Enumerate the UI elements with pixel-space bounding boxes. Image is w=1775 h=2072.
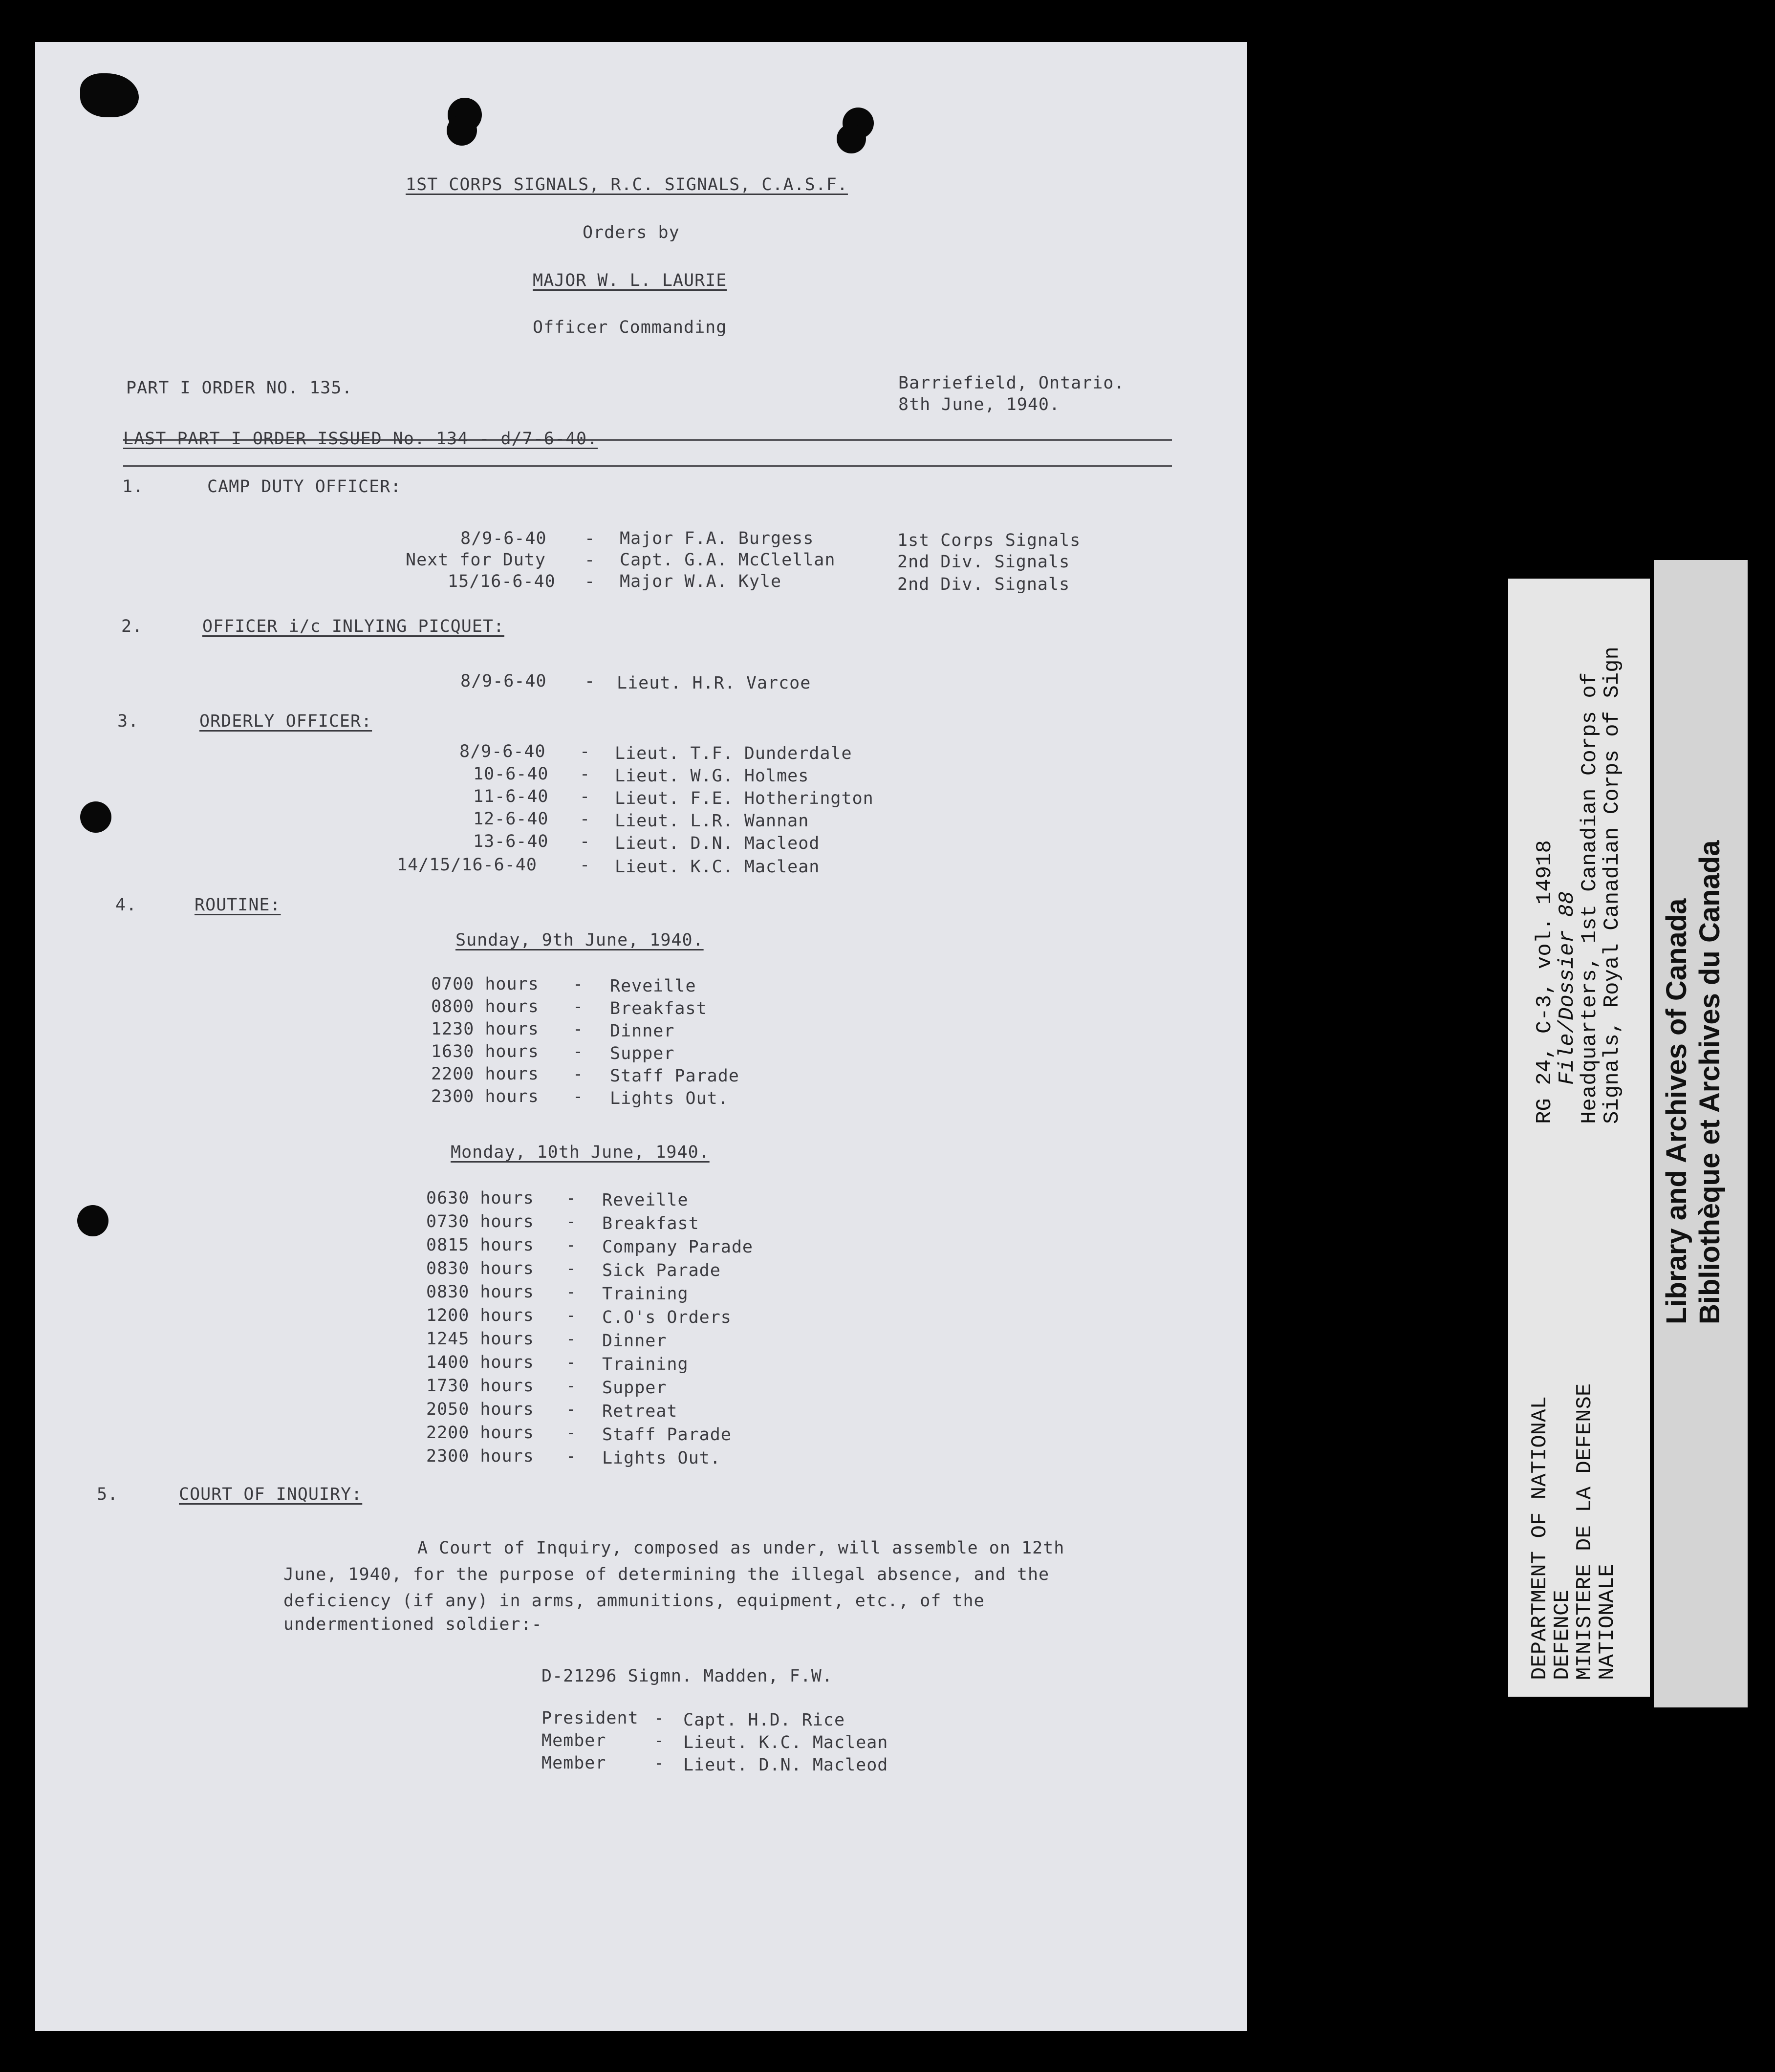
orders-by: Orders by	[583, 223, 680, 242]
document-page	[35, 42, 1247, 2031]
dash: -	[584, 572, 596, 591]
picquet-date: 8/9-6-40	[460, 671, 547, 691]
duty-date: 15/16-6-40	[448, 572, 556, 591]
routine-time: 2200 hours	[431, 1064, 539, 1084]
dash: -	[566, 1306, 577, 1325]
dash: -	[584, 550, 596, 570]
last-order-issued: LAST PART I ORDER ISSUED No. 134 - d/7-6-40.	[123, 429, 598, 449]
torn-corner	[80, 73, 139, 117]
routine-event: Staff Parade	[610, 1066, 739, 1086]
board-member: Lieut. K.C. Maclean	[683, 1733, 888, 1752]
routine-time: 0630 hours	[426, 1188, 534, 1208]
inquiry-paragraph-line: deficiency (if any) in arms, ammunitions, equipment, etc., of the	[283, 1591, 985, 1611]
dash: -	[573, 1042, 584, 1061]
dash: -	[566, 1212, 577, 1231]
board-role: Member	[541, 1753, 606, 1773]
section-heading: ORDERLY OFFICER:	[199, 712, 372, 731]
routine-time: 2300 hours	[431, 1087, 539, 1106]
section-heading: COURT OF INQUIRY:	[179, 1485, 363, 1504]
section-heading: OFFICER i/c INLYING PICQUET:	[202, 617, 505, 636]
routine-event: Reveille	[610, 976, 696, 996]
routine-event: Training	[602, 1284, 689, 1304]
routine-event: Dinner	[610, 1021, 675, 1041]
routine-time: 1730 hours	[426, 1376, 534, 1396]
routine-event: C.O's Orders	[602, 1308, 732, 1327]
routine-time: 0730 hours	[426, 1212, 534, 1231]
archive-lac-line: Bibliothèque et Archives du Canada	[1694, 840, 1726, 1324]
archive-lac-line: Library and Archives of Canada	[1661, 898, 1692, 1324]
board-member: Capt. H.D. Rice	[683, 1710, 845, 1730]
routine-time: 1630 hours	[431, 1042, 539, 1061]
section-number: 2.	[121, 617, 143, 636]
section-number: 1.	[122, 477, 144, 496]
archive-ref-line: Headquarters, 1st Canadian Corps of	[1578, 672, 1602, 1124]
dash: -	[580, 764, 591, 784]
section-heading: ROUTINE:	[195, 895, 281, 915]
duty-officer: Major W.A. Kyle	[620, 572, 782, 591]
duty-unit: 1st Corps Signals	[897, 531, 1081, 550]
routine-day-title: Monday, 10th June, 1940.	[451, 1143, 710, 1162]
dash: -	[654, 1753, 665, 1773]
orderly-date: 14/15/16-6-40	[397, 855, 537, 875]
routine-event: Supper	[602, 1378, 667, 1398]
orderly-date: 10-6-40	[473, 764, 549, 784]
routine-time: 0700 hours	[431, 974, 539, 994]
archive-dept-line: NATIONALE	[1595, 1564, 1620, 1680]
inquiry-paragraph-line: undermentioned soldier:-	[283, 1615, 542, 1634]
dash: -	[566, 1329, 577, 1349]
dash: -	[573, 1064, 584, 1084]
routine-event: Sick Parade	[602, 1261, 721, 1280]
routine-time: 1200 hours	[426, 1306, 534, 1325]
header-rule	[123, 465, 1172, 467]
punch-hole	[77, 1205, 108, 1236]
routine-event: Breakfast	[602, 1214, 699, 1233]
dash: -	[584, 671, 596, 691]
archive-ref-line: File/Dossier 88	[1555, 891, 1580, 1085]
archive-dept-line: MINISTERE DE LA DEFENSE	[1573, 1383, 1597, 1680]
board-member: Lieut. D.N. Macleod	[683, 1755, 888, 1775]
routine-time: 0800 hours	[431, 997, 539, 1016]
routine-event: Breakfast	[610, 999, 707, 1018]
section-number: 5.	[97, 1485, 119, 1504]
dash: -	[573, 974, 584, 994]
commander-role: Officer Commanding	[533, 318, 727, 337]
commander-name: MAJOR W. L. LAURIE	[533, 271, 727, 290]
punch-hole	[80, 801, 111, 833]
duty-unit: 2nd Div. Signals	[897, 552, 1070, 572]
inquiry-paragraph-line: June, 1940, for the purpose of determining the illegal absence, and the	[283, 1565, 1050, 1584]
dash: -	[654, 1708, 665, 1728]
dash: -	[566, 1400, 577, 1419]
section-number: 3.	[117, 712, 139, 731]
dash: -	[566, 1282, 577, 1302]
routine-event: Supper	[610, 1044, 675, 1063]
dash: -	[566, 1188, 577, 1208]
dash: -	[654, 1731, 665, 1750]
orderly-officer: Lieut. L.R. Wannan	[615, 811, 809, 831]
duty-officer: Capt. G.A. McClellan	[620, 550, 836, 570]
dash: -	[580, 855, 591, 875]
orderly-date: 11-6-40	[473, 787, 549, 806]
routine-event: Reveille	[602, 1190, 689, 1210]
routine-event: Training	[602, 1355, 689, 1374]
archive-dept-line: DEFENCE	[1550, 1590, 1575, 1680]
orderly-officer: Lieut. W.G. Holmes	[615, 766, 809, 786]
routine-time: 1230 hours	[431, 1019, 539, 1039]
routine-time: 2200 hours	[426, 1423, 534, 1443]
routine-day-title: Sunday, 9th June, 1940.	[455, 930, 704, 950]
board-role: President	[541, 1708, 639, 1728]
routine-time: 2050 hours	[426, 1400, 534, 1419]
dash: -	[580, 809, 591, 829]
orderly-date: 13-6-40	[473, 832, 549, 851]
duty-officer: Major F.A. Burgess	[620, 529, 814, 548]
duty-date: 8/9-6-40	[460, 529, 547, 548]
soldier: D-21296 Sigmn. Madden, F.W.	[541, 1666, 833, 1686]
punch-hole	[837, 124, 866, 153]
board-role: Member	[541, 1731, 606, 1750]
section-number: 4.	[115, 895, 137, 915]
order-date: 8th June, 1940.	[898, 395, 1061, 414]
order-number: PART I ORDER NO. 135.	[126, 378, 353, 398]
archive-ref-line: RG 24, C-3, vol. 14918	[1533, 840, 1557, 1124]
orderly-officer: Lieut. D.N. Macleod	[615, 834, 820, 853]
order-place: Barriefield, Ontario.	[898, 373, 1125, 393]
orderly-officer: Lieut. K.C. Maclean	[615, 857, 820, 877]
dash: -	[580, 742, 591, 761]
orderly-date: 12-6-40	[473, 809, 549, 829]
dash: -	[566, 1446, 577, 1466]
routine-event: Retreat	[602, 1402, 678, 1421]
orderly-officer: Lieut. F.E. Hotherington	[615, 789, 874, 808]
routine-time: 2300 hours	[426, 1446, 534, 1466]
punch-hole	[447, 115, 477, 146]
section-heading: CAMP DUTY OFFICER:	[207, 477, 402, 496]
routine-event: Lights Out.	[602, 1448, 721, 1468]
routine-time: 1245 hours	[426, 1329, 534, 1349]
inquiry-paragraph-line: A Court of Inquiry, composed as under, will assemble on 12th	[417, 1538, 1065, 1558]
orderly-date: 8/9-6-40	[459, 742, 546, 761]
routine-event: Staff Parade	[602, 1425, 732, 1445]
dash: -	[573, 997, 584, 1016]
dash: -	[566, 1423, 577, 1443]
dash: -	[573, 1019, 584, 1039]
routine-time: 0815 hours	[426, 1235, 534, 1255]
routine-time: 0830 hours	[426, 1282, 534, 1302]
dash: -	[566, 1259, 577, 1278]
duty-unit: 2nd Div. Signals	[897, 575, 1070, 594]
dash: -	[566, 1235, 577, 1255]
routine-event: Lights Out.	[610, 1089, 729, 1108]
duty-date: Next for Duty	[406, 550, 546, 570]
dash: -	[566, 1353, 577, 1372]
picquet-officer: Lieut. H.R. Varcoe	[617, 673, 811, 693]
routine-event: Company Parade	[602, 1237, 754, 1257]
dash: -	[566, 1376, 577, 1396]
dash: -	[573, 1087, 584, 1106]
dash: -	[580, 832, 591, 851]
orderly-officer: Lieut. T.F. Dunderdale	[615, 744, 852, 763]
archive-dept-line: DEPARTMENT OF NATIONAL	[1528, 1396, 1552, 1680]
dash: -	[584, 529, 596, 548]
routine-time: 1400 hours	[426, 1353, 534, 1372]
unit-title: 1ST CORPS SIGNALS, R.C. SIGNALS, C.A.S.F.	[406, 175, 848, 194]
archive-ref-line: Signals, Royal Canadian Corps of Sign	[1600, 647, 1624, 1124]
routine-time: 0830 hours	[426, 1259, 534, 1278]
routine-event: Dinner	[602, 1331, 667, 1351]
dash: -	[580, 787, 591, 806]
